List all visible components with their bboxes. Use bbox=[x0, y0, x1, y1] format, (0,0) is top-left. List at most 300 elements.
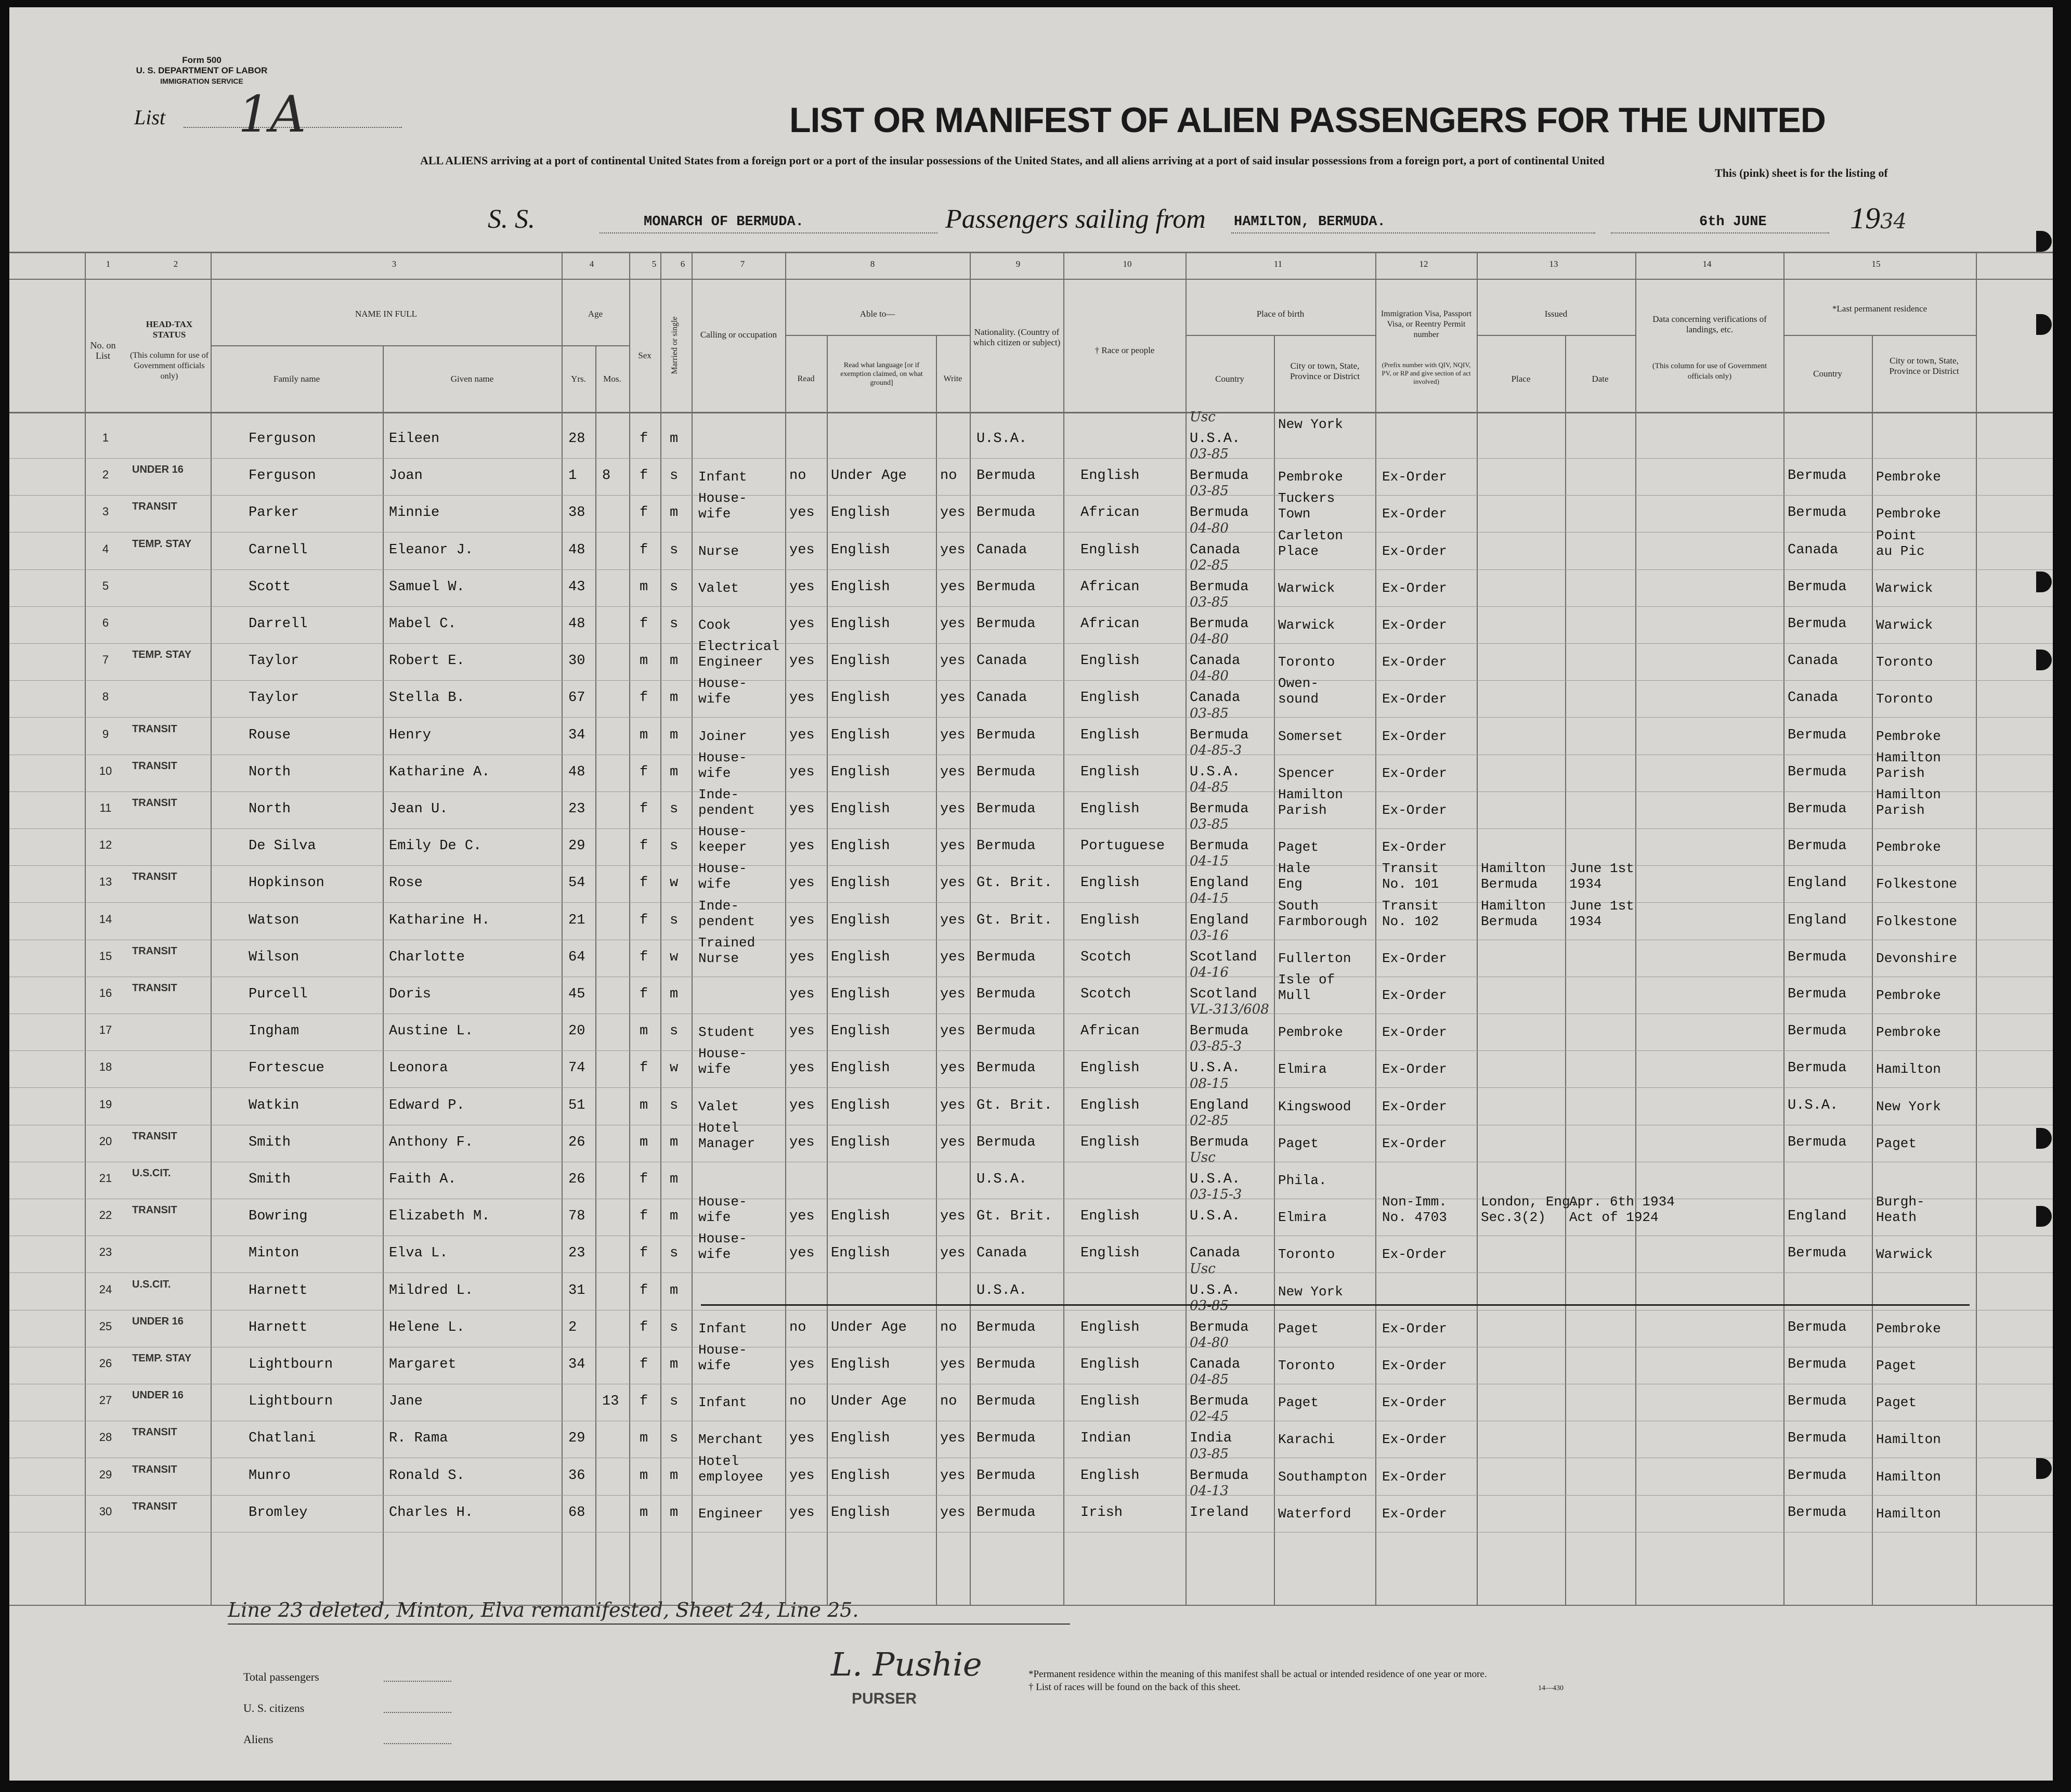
can-write: yes bbox=[940, 653, 966, 669]
marital-status: m bbox=[670, 431, 679, 447]
occupation: Electrical bbox=[698, 639, 780, 654]
occupation: Nurse bbox=[698, 951, 739, 966]
race: English bbox=[1080, 1060, 1140, 1076]
inspector-note: 03-85 bbox=[1190, 816, 1229, 832]
row-divider bbox=[9, 717, 2053, 718]
family-name: Watkin bbox=[249, 1098, 299, 1113]
age-years: 38 bbox=[568, 505, 585, 521]
can-write: yes bbox=[940, 1135, 966, 1150]
residence-country: Bermuda bbox=[1788, 1394, 1847, 1409]
visa-number: Ex-Order bbox=[1382, 988, 1447, 1003]
residence-country: Bermuda bbox=[1788, 801, 1847, 817]
given-name: Katharine A. bbox=[389, 764, 490, 780]
row-number: 17 bbox=[99, 1023, 112, 1036]
nationality: Bermuda bbox=[976, 986, 1036, 1002]
row-divider bbox=[9, 606, 2053, 607]
col-num-10: 10 bbox=[1123, 259, 1132, 269]
row-number: 16 bbox=[99, 986, 112, 999]
binder-hole bbox=[2036, 231, 2052, 252]
page-title: LIST OR MANIFEST OF ALIEN PASSENGERS FOR THE UNITED bbox=[789, 100, 1826, 140]
visa-number: Ex-Order bbox=[1382, 839, 1447, 855]
age-years: 36 bbox=[568, 1468, 585, 1484]
occupation: Engineer bbox=[698, 1506, 763, 1522]
row-number: 5 bbox=[102, 579, 109, 592]
marital-status: w bbox=[670, 950, 679, 965]
occupation: Valet bbox=[698, 1099, 739, 1114]
row-divider bbox=[9, 828, 2053, 829]
residence-city: Devonshire bbox=[1876, 951, 1958, 966]
footnote-races: † List of races will be found on the back of this sheet. bbox=[1028, 1682, 1241, 1693]
birth-city: Warwick bbox=[1278, 617, 1335, 633]
head-tax-status: UNDER 16 bbox=[132, 1316, 184, 1327]
residence-city: Pembroke bbox=[1876, 1321, 1941, 1336]
family-name: Smith bbox=[249, 1135, 291, 1150]
race: English bbox=[1080, 690, 1140, 706]
row-number: 8 bbox=[102, 690, 109, 703]
occupation: wife bbox=[698, 876, 731, 892]
given-name: Minnie bbox=[389, 505, 440, 521]
race: English bbox=[1080, 1098, 1140, 1113]
visa-number: Ex-Order bbox=[1382, 1506, 1447, 1522]
birth-city: Elmira bbox=[1278, 1061, 1327, 1077]
given-name: Austine L. bbox=[389, 1023, 474, 1039]
col-num-11: 11 bbox=[1273, 259, 1283, 269]
occupation: Cook bbox=[698, 617, 731, 633]
given-name: Margaret bbox=[389, 1357, 457, 1372]
head-tax-status: TRANSIT bbox=[132, 1426, 177, 1438]
visa-number: Ex-Order bbox=[1382, 1246, 1447, 1262]
occupation: Infant bbox=[698, 1395, 747, 1410]
sex: f bbox=[640, 838, 648, 854]
nationality: U.S.A. bbox=[976, 1283, 1027, 1298]
birth-city: Karachi bbox=[1278, 1432, 1335, 1447]
can-read: yes bbox=[789, 875, 815, 891]
residence-city: Toronto bbox=[1876, 654, 1933, 670]
birth-country: U.S.A. bbox=[1190, 1172, 1241, 1187]
birth-city: Toronto bbox=[1278, 654, 1335, 670]
column-number-border bbox=[9, 279, 2053, 280]
col-divider bbox=[1976, 252, 1977, 1605]
sailing-date: 6th JUNE bbox=[1699, 214, 1767, 230]
marital-status: s bbox=[670, 913, 679, 928]
visa-number: Transit bbox=[1382, 898, 1439, 914]
family-name: North bbox=[249, 801, 291, 817]
issued-place: Sec.3(2) bbox=[1481, 1210, 1546, 1225]
race: English bbox=[1080, 913, 1140, 928]
birth-city: Carleton bbox=[1278, 528, 1343, 543]
race: English bbox=[1080, 801, 1140, 817]
nationality: Gt. Brit. bbox=[976, 913, 1052, 928]
col-num-2: 2 bbox=[173, 259, 178, 269]
residence-city: Burgh- bbox=[1876, 1194, 1925, 1210]
row-number: 25 bbox=[99, 1320, 112, 1333]
header-calling: Calling or occupation bbox=[700, 330, 777, 340]
col-divider bbox=[1872, 335, 1873, 1605]
nationality: Bermuda bbox=[976, 505, 1036, 521]
inspector-note: 04-85 bbox=[1190, 780, 1229, 795]
inspector-note: 03-85 bbox=[1190, 706, 1229, 721]
purser-signature: L. Pushie bbox=[831, 1645, 982, 1683]
can-write: yes bbox=[940, 1023, 966, 1039]
age-subheader-border bbox=[562, 345, 629, 346]
header-able-to: Able to— bbox=[859, 309, 895, 319]
birth-country: Ireland bbox=[1190, 1505, 1249, 1521]
age-years: 29 bbox=[568, 838, 585, 854]
birth-city: Southampton bbox=[1278, 1469, 1367, 1485]
nationality: Bermuda bbox=[976, 468, 1036, 484]
nationality: Bermuda bbox=[976, 1320, 1036, 1335]
col-num-9: 9 bbox=[1015, 259, 1021, 269]
can-read: yes bbox=[789, 653, 815, 669]
family-name: Rouse bbox=[249, 728, 291, 743]
birth-country: U.S.A. bbox=[1190, 1283, 1241, 1298]
birth-city: South bbox=[1278, 898, 1319, 914]
nationality: Bermuda bbox=[976, 1357, 1036, 1372]
residence-country: Bermuda bbox=[1788, 1468, 1847, 1484]
binder-hole bbox=[2036, 1128, 2052, 1149]
read-language: Under Age bbox=[831, 1320, 907, 1335]
birth-city: Toronto bbox=[1278, 1358, 1335, 1373]
residence-city: Point bbox=[1876, 528, 1917, 543]
col-divider bbox=[383, 345, 384, 1605]
header-issued-date: Date bbox=[1592, 374, 1609, 384]
total-passengers-label: Total passengers bbox=[243, 1670, 319, 1683]
age-years: 26 bbox=[568, 1172, 585, 1187]
given-name: Ronald S. bbox=[389, 1468, 465, 1484]
sex: f bbox=[640, 468, 648, 484]
birth-country: Scotland bbox=[1190, 950, 1257, 965]
sex: f bbox=[640, 1394, 648, 1409]
given-name: Jean U. bbox=[389, 801, 448, 817]
binder-hole bbox=[2036, 314, 2052, 335]
col-divider bbox=[1375, 252, 1376, 1605]
birth-city: Phila. bbox=[1278, 1173, 1327, 1188]
birth-country: U.S.A. bbox=[1190, 1060, 1241, 1076]
read-language: Under Age bbox=[831, 468, 907, 484]
birth-country: Bermuda bbox=[1190, 1135, 1249, 1150]
race: English bbox=[1080, 764, 1140, 780]
header-read-language: Read what language [or if exemption claimed, on what ground] bbox=[840, 361, 923, 387]
family-name: Bowring bbox=[249, 1209, 308, 1224]
head-tax-status: TRANSIT bbox=[132, 945, 177, 957]
us-citizens-label: U. S. citizens bbox=[243, 1702, 305, 1715]
col-num-15: 15 bbox=[1871, 259, 1881, 269]
occupation: House- bbox=[698, 824, 747, 839]
given-name: Edward P. bbox=[389, 1098, 465, 1113]
age-years: 34 bbox=[568, 728, 585, 743]
header-married: Married or single bbox=[670, 316, 679, 374]
marital-status: m bbox=[670, 1468, 679, 1484]
year-suffix: 34 bbox=[1880, 210, 1907, 233]
col-divider bbox=[562, 252, 563, 1605]
given-name: Mabel C. bbox=[389, 616, 457, 632]
marital-status: m bbox=[670, 690, 679, 706]
occupation: House- bbox=[698, 861, 747, 876]
col-num-12: 12 bbox=[1419, 259, 1428, 269]
residence-country: Canada bbox=[1788, 653, 1839, 669]
occupation: House- bbox=[698, 1046, 747, 1061]
race: English bbox=[1080, 1209, 1140, 1224]
family-name: Purcell bbox=[249, 986, 308, 1002]
header-city: City or town, State, Province or District bbox=[1290, 361, 1360, 381]
row-number: 10 bbox=[99, 764, 112, 777]
age-years: 30 bbox=[568, 653, 585, 669]
row-number: 30 bbox=[99, 1505, 112, 1518]
row-divider bbox=[9, 791, 2053, 792]
family-name: Harnett bbox=[249, 1283, 308, 1298]
sex: m bbox=[640, 1135, 648, 1150]
sex: f bbox=[640, 431, 648, 447]
occupation: wife bbox=[698, 1246, 731, 1262]
age-years: 23 bbox=[568, 801, 585, 817]
occupation: Trained bbox=[698, 935, 756, 951]
head-tax-status: U.S.CIT. bbox=[132, 1279, 171, 1290]
family-name: Lightbourn bbox=[249, 1394, 333, 1409]
row-number: 24 bbox=[99, 1283, 112, 1296]
marital-status: s bbox=[670, 542, 679, 558]
can-write: yes bbox=[940, 1098, 966, 1113]
col-divider bbox=[629, 252, 630, 1605]
residence-country: U.S.A. bbox=[1788, 1098, 1839, 1113]
visa-number: Ex-Order bbox=[1382, 543, 1447, 559]
inspector-note: 04-16 bbox=[1190, 965, 1229, 980]
header-bottom-border bbox=[9, 412, 2053, 413]
can-write: yes bbox=[940, 1468, 966, 1484]
race: English bbox=[1080, 1357, 1140, 1372]
residence-city: Pembroke bbox=[1876, 839, 1941, 855]
head-tax-status: TRANSIT bbox=[132, 501, 177, 512]
occupation: wife bbox=[698, 765, 731, 781]
ship-line bbox=[600, 232, 937, 233]
can-write: yes bbox=[940, 1209, 966, 1224]
family-name: Taylor bbox=[249, 690, 299, 706]
sex: m bbox=[640, 1505, 648, 1521]
row-number: 20 bbox=[99, 1135, 112, 1148]
col-divider bbox=[1063, 252, 1064, 1605]
row-divider bbox=[9, 1087, 2053, 1088]
row-number: 6 bbox=[102, 616, 109, 629]
header-no-on-list: No. on List bbox=[90, 340, 116, 361]
col-divider bbox=[970, 252, 971, 1605]
occupation: Joiner bbox=[698, 729, 747, 744]
age-years: 23 bbox=[568, 1245, 585, 1261]
sex: m bbox=[640, 1098, 648, 1113]
inspector-note: Usc bbox=[1190, 1150, 1216, 1165]
sailing-year bbox=[1850, 201, 1907, 236]
sex: f bbox=[640, 801, 648, 817]
given-name: Eileen bbox=[389, 431, 440, 447]
can-write: no bbox=[940, 1394, 957, 1409]
given-name: Jane bbox=[389, 1394, 423, 1409]
row-divider bbox=[9, 1495, 2053, 1496]
col-num-6: 6 bbox=[680, 259, 685, 269]
header-age: Age bbox=[588, 309, 603, 319]
row-divider bbox=[9, 865, 2053, 866]
residence-country: England bbox=[1788, 1209, 1847, 1224]
race: English bbox=[1080, 468, 1140, 484]
ss-label: S. S. bbox=[488, 204, 535, 234]
header-head-tax: HEAD-TAX STATUS bbox=[146, 319, 193, 340]
read-language: English bbox=[831, 690, 890, 706]
residence-country: Bermuda bbox=[1788, 1357, 1847, 1372]
head-tax-status: TEMP. STAY bbox=[132, 649, 192, 660]
age-years: 43 bbox=[568, 579, 585, 595]
col-divider bbox=[692, 252, 693, 1605]
marital-status: s bbox=[670, 1245, 679, 1261]
occupation: House- bbox=[698, 1231, 747, 1246]
read-language: Under Age bbox=[831, 1394, 907, 1409]
inspector-note: 04-80 bbox=[1190, 631, 1229, 647]
residence-country: Bermuda bbox=[1788, 1505, 1847, 1521]
head-tax-status: TRANSIT bbox=[132, 723, 177, 735]
marital-status: m bbox=[670, 1172, 679, 1187]
read-language: English bbox=[831, 875, 890, 891]
birth-city: Farmborough bbox=[1278, 914, 1367, 929]
age-months: 8 bbox=[602, 468, 611, 484]
occupation: pendent bbox=[698, 914, 756, 929]
row-number: 28 bbox=[99, 1431, 112, 1444]
visa-number: Ex-Order bbox=[1382, 1432, 1447, 1447]
given-name: Doris bbox=[389, 986, 432, 1002]
issued-date: 1934 bbox=[1569, 914, 1602, 929]
occupation: Nurse bbox=[698, 543, 739, 559]
read-language: English bbox=[831, 801, 890, 817]
birth-city: Place bbox=[1278, 543, 1319, 559]
birth-city: Pembroke bbox=[1278, 1024, 1343, 1040]
can-read: yes bbox=[789, 1209, 815, 1224]
age-years: 31 bbox=[568, 1283, 585, 1298]
nationality: Bermuda bbox=[976, 838, 1036, 854]
head-tax-status: TRANSIT bbox=[132, 1131, 177, 1142]
birth-subheader-border bbox=[1186, 335, 1375, 336]
nationality: Canada bbox=[976, 690, 1027, 706]
read-language: English bbox=[831, 1135, 890, 1150]
marital-status: m bbox=[670, 1505, 679, 1521]
nationality: Bermuda bbox=[976, 1135, 1036, 1150]
col-divider bbox=[827, 335, 828, 1605]
given-name: Emily De C. bbox=[389, 838, 482, 854]
sex: f bbox=[640, 690, 648, 706]
residence-city: Pembroke bbox=[1876, 1024, 1941, 1040]
residence-country: Bermuda bbox=[1788, 950, 1847, 965]
birth-city: Elmira bbox=[1278, 1210, 1327, 1225]
birth-city: Fullerton bbox=[1278, 951, 1351, 966]
birth-country: U.S.A. bbox=[1190, 764, 1241, 780]
row-divider bbox=[9, 532, 2053, 533]
sex: m bbox=[640, 1023, 648, 1039]
row-number: 15 bbox=[99, 950, 112, 963]
sex: f bbox=[640, 1172, 648, 1187]
nationality: Bermuda bbox=[976, 728, 1036, 743]
read-language: English bbox=[831, 1505, 890, 1521]
nationality: Bermuda bbox=[976, 579, 1036, 595]
inspector-note: 04-15 bbox=[1190, 891, 1229, 906]
given-name: Henry bbox=[389, 728, 432, 743]
given-name: Robert E. bbox=[389, 653, 465, 669]
occupation: Hotel bbox=[698, 1453, 739, 1469]
residence-city: Hamilton bbox=[1876, 1061, 1941, 1077]
deletion-note: Line 23 deleted, Minton, Elva remanifested, Sheet 24, Line 25. bbox=[228, 1599, 859, 1621]
read-language: English bbox=[831, 1245, 890, 1261]
nationality: Gt. Brit. bbox=[976, 1209, 1052, 1224]
family-name: Watson bbox=[249, 913, 299, 928]
row-divider bbox=[9, 569, 2053, 570]
given-name: Rose bbox=[389, 875, 423, 891]
birth-country: Bermuda bbox=[1190, 1320, 1249, 1335]
col-num-7: 7 bbox=[740, 259, 745, 269]
read-language: English bbox=[831, 1023, 890, 1039]
inspector-note: 02-45 bbox=[1190, 1409, 1229, 1424]
table-top-border bbox=[9, 252, 2053, 253]
nationality: Bermuda bbox=[976, 950, 1036, 965]
can-read: yes bbox=[789, 1060, 815, 1076]
occupation: Manager bbox=[698, 1136, 756, 1151]
family-name: Taylor bbox=[249, 653, 299, 669]
marital-status: m bbox=[670, 986, 679, 1002]
sex: f bbox=[640, 950, 648, 965]
read-language: English bbox=[831, 1098, 890, 1113]
visa-number: Ex-Order bbox=[1382, 1358, 1447, 1373]
family-name: Scott bbox=[249, 579, 291, 595]
can-read: yes bbox=[789, 801, 815, 817]
sex: f bbox=[640, 505, 648, 521]
aliens-line bbox=[384, 1743, 451, 1744]
header-read: Read bbox=[797, 374, 815, 383]
read-language: English bbox=[831, 986, 890, 1002]
residence-country: Bermuda bbox=[1788, 1060, 1847, 1076]
birth-city: New York bbox=[1278, 417, 1343, 432]
residence-city: Pembroke bbox=[1876, 506, 1941, 522]
age-years: 21 bbox=[568, 913, 585, 928]
header-write: Write bbox=[943, 374, 962, 383]
head-tax-status: TRANSIT bbox=[132, 1204, 177, 1216]
can-write: yes bbox=[940, 1357, 966, 1372]
read-language: English bbox=[831, 579, 890, 595]
residence-city: Pembroke bbox=[1876, 729, 1941, 744]
col-divider bbox=[1274, 335, 1275, 1605]
family-name: Lightbourn bbox=[249, 1357, 333, 1372]
marital-status: w bbox=[670, 875, 679, 891]
head-tax-status: TRANSIT bbox=[132, 760, 177, 772]
birth-city: Mull bbox=[1278, 988, 1311, 1003]
can-write: yes bbox=[940, 1505, 966, 1521]
total-passengers-line bbox=[384, 1681, 451, 1682]
nationality: Bermuda bbox=[976, 1060, 1036, 1076]
race: English bbox=[1080, 1135, 1140, 1150]
birth-city: Toronto bbox=[1278, 1246, 1335, 1262]
occupation: wife bbox=[698, 691, 731, 707]
family-name: Ingham bbox=[249, 1023, 299, 1039]
binder-hole bbox=[2036, 1206, 2052, 1227]
head-tax-status: UNDER 16 bbox=[132, 464, 184, 475]
birth-city: Tuckers bbox=[1278, 490, 1335, 506]
can-read: yes bbox=[789, 1023, 815, 1039]
visa-number: Ex-Order bbox=[1382, 802, 1447, 818]
race: Scotch bbox=[1080, 986, 1131, 1002]
given-name: Leonora bbox=[389, 1060, 448, 1076]
age-years: 74 bbox=[568, 1060, 585, 1076]
visa-number: Ex-Order bbox=[1382, 1024, 1447, 1040]
race: African bbox=[1080, 1023, 1140, 1039]
sex: f bbox=[640, 1357, 648, 1372]
inspector-note: 03-85 bbox=[1190, 446, 1229, 462]
page-subtitle-2: This (pink) sheet is for the listing of bbox=[1715, 166, 1888, 179]
age-years: 45 bbox=[568, 986, 585, 1002]
can-read: yes bbox=[789, 1245, 815, 1261]
visa-number: Ex-Order bbox=[1382, 654, 1447, 670]
row-number: 9 bbox=[102, 728, 109, 741]
row-number: 11 bbox=[99, 801, 112, 814]
